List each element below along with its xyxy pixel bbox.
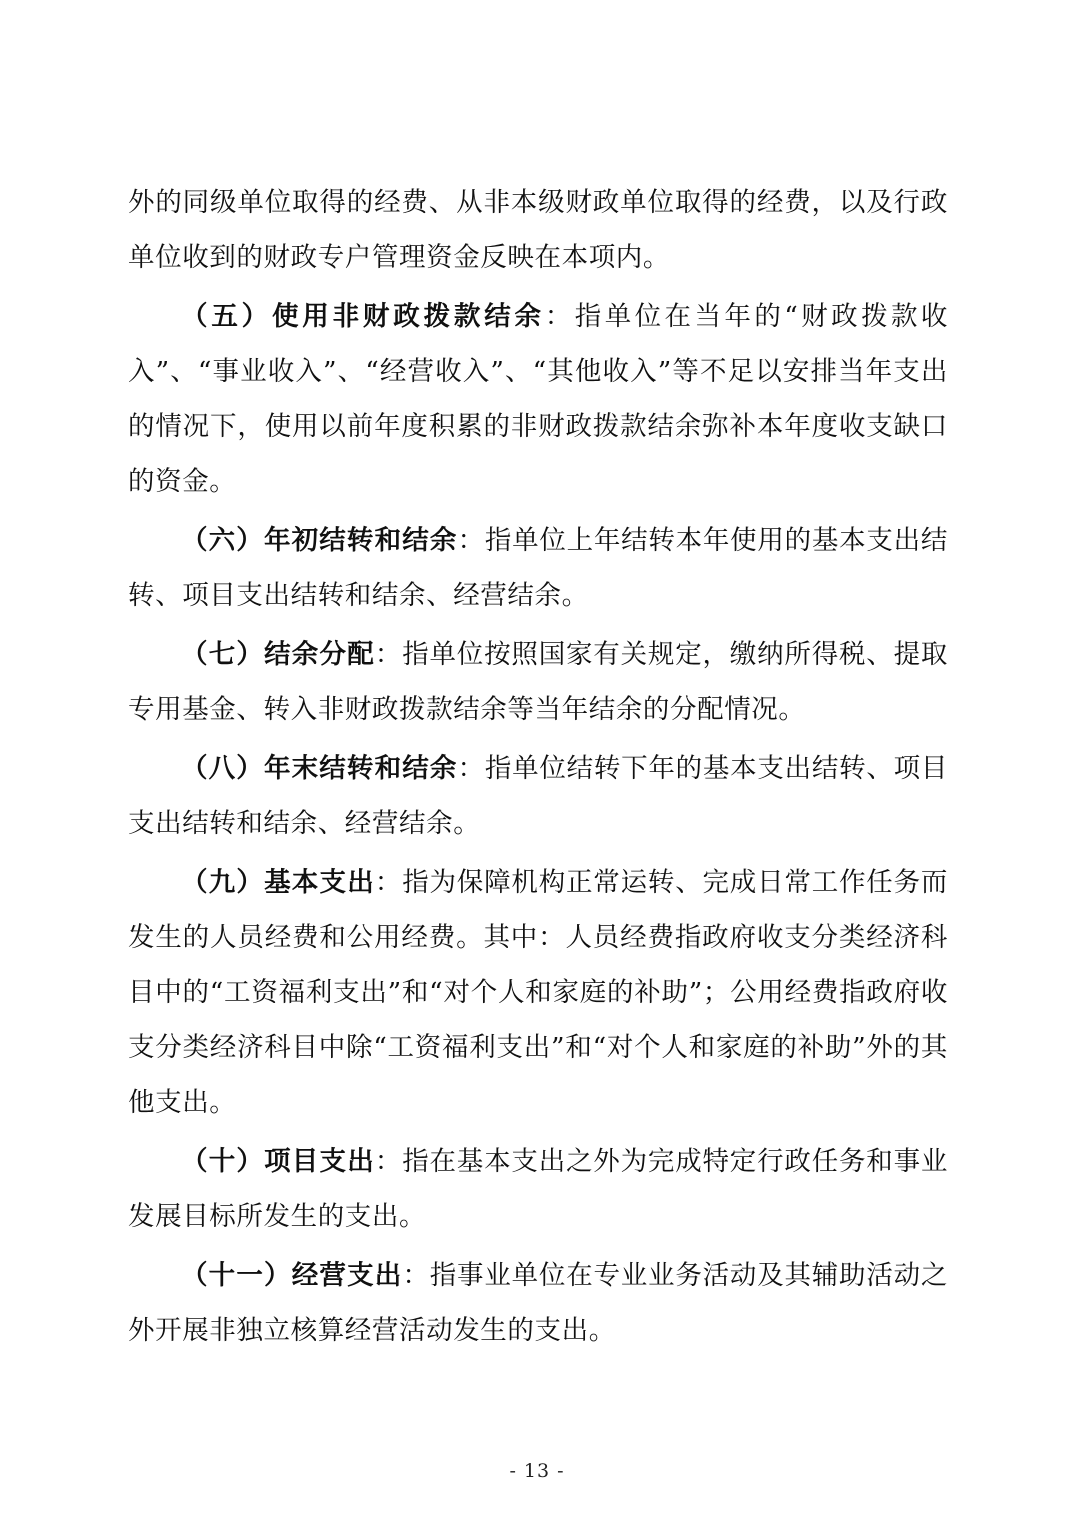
paragraph-item-six <box>128 513 948 623</box>
paragraph-item-nine <box>128 855 948 1130</box>
paragraph-lead: （十一）经营支出 <box>181 1260 403 1291</box>
paragraph-item-five <box>128 289 948 509</box>
paragraph-lead: （八）年末结转和结余 <box>181 753 458 784</box>
paragraph-item-seven <box>128 627 948 737</box>
document-body <box>128 175 948 1362</box>
paragraph-text: ：指单位结转下年的基本支出结转、项目支出结转和结余、经营结余。 <box>128 753 948 839</box>
paragraph-text: ：指为保障机构正常运转、完成日常工作任务而发生的人员经费和公用经费。其中：人员经费指政府收支分类经济科目中的“工资福利支出”和“对个人和家庭的补助”；公用经费指政府收支分类经济科目中除“工资福利支出”和“对个人和家庭的补助”外的其他支出。 <box>128 867 948 1118</box>
page-number: - 13 - <box>509 1460 565 1482</box>
paragraph-item-eight <box>128 741 948 851</box>
paragraph-text: ：指单位按照国家有关规定，缴纳所得税、提取专用基金、转入非财政拨款结余等当年结余的分配情况。 <box>128 639 948 725</box>
paragraph-lead: （七）结余分配 <box>181 639 375 670</box>
paragraph-text: 外的同级单位取得的经费、从非本级财政单位取得的经费，以及行政单位收到的财政专户管理资金反映在本项内。 <box>128 187 948 273</box>
paragraph-text: ：指在基本支出之外为完成特定行政任务和事业发展目标所发生的支出。 <box>128 1146 948 1232</box>
paragraph-lead: （六）年初结转和结余 <box>181 525 458 556</box>
paragraph-text: ：指单位在当年的“财政拨款收入”、“事业收入”、“经营收入”、“其他收入”等不足以安排当年支出的情况下，使用以前年度积累的非财政拨款结余弥补本年度收支缺口的资金。 <box>128 301 949 497</box>
paragraph-text: ：指单位上年结转本年使用的基本支出结转、项目支出结转和结余、经营结余。 <box>128 525 948 611</box>
paragraph-lead: （九）基本支出 <box>181 867 375 898</box>
paragraph-item-eleven <box>128 1248 948 1358</box>
paragraph-item-ten <box>128 1134 948 1244</box>
paragraph-continuation <box>128 175 948 285</box>
paragraph-text: ：指事业单位在专业业务活动及其辅助活动之外开展非独立核算经营活动发生的支出。 <box>128 1260 949 1346</box>
paragraph-lead: （十）项目支出 <box>181 1146 375 1177</box>
paragraph-lead: （五）使用非财政拨款结余 <box>181 301 545 332</box>
